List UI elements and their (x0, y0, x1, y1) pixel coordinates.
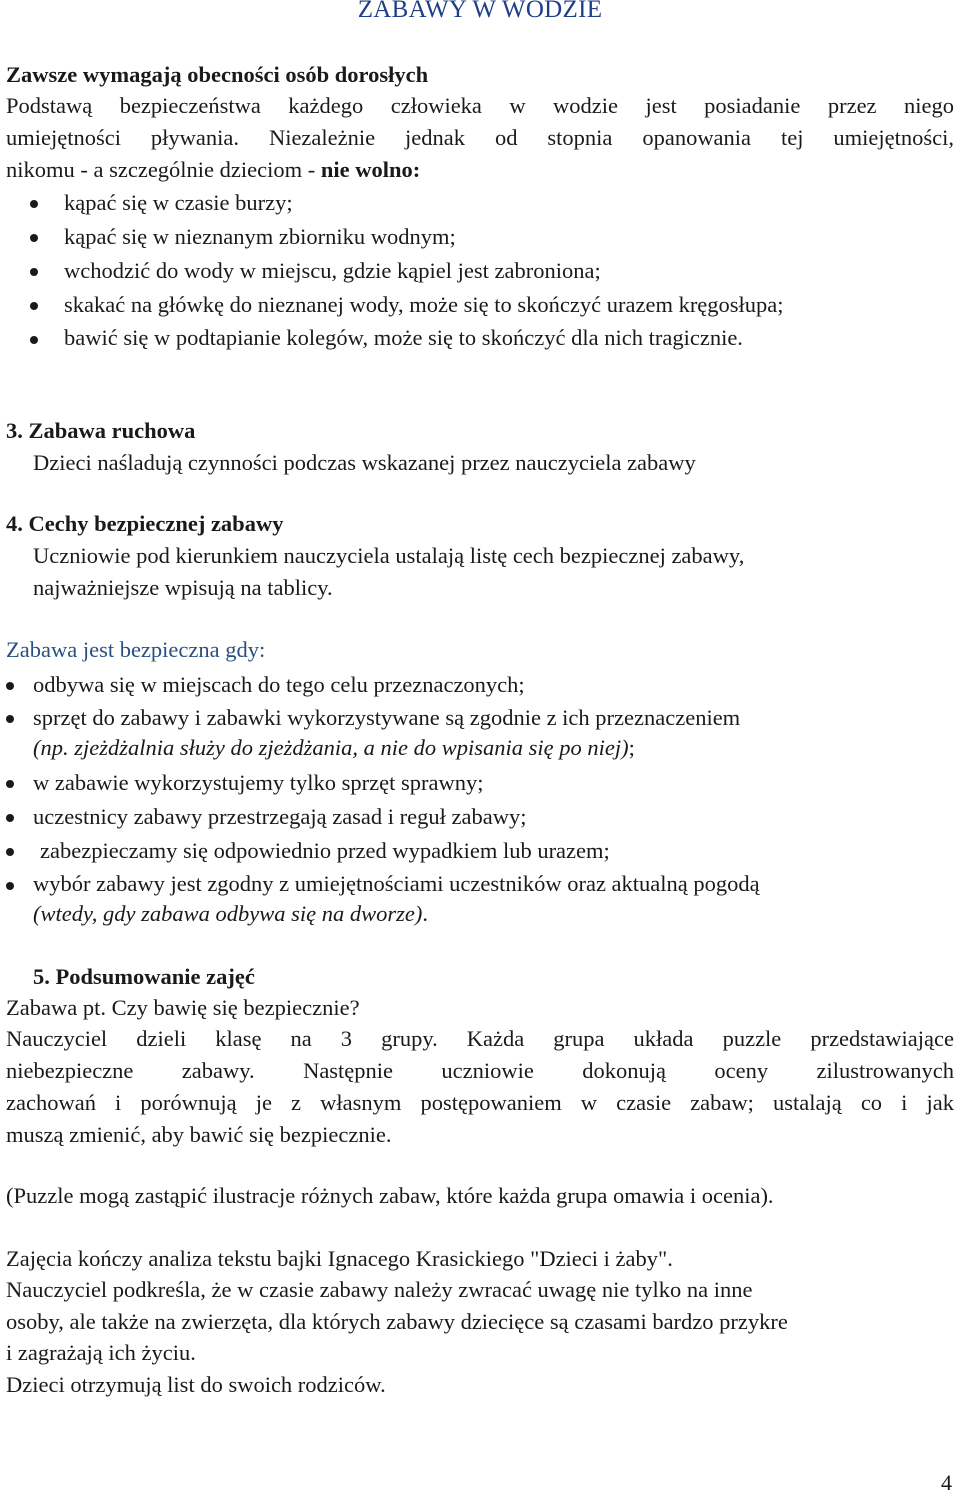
list-item: wchodzić do wody w miejscu, gdzie kąpiel jest zabroniona; (64, 258, 601, 283)
section-text: Dzieci naśladują czynności podczas wskazanej przez nauczyciela zabawy (33, 450, 696, 475)
list-item: bawić się w podtapianie kolegów, może się to skończyć dla nich tragicznie. (64, 325, 743, 350)
paragraph-line: Podstawą bezpieczeństwa każdego człowieka w wodzie jest posiadanie przez niego (6, 93, 954, 118)
bullet-icon (30, 336, 38, 344)
paragraph-line: Dzieci otrzymują list do swoich rodziców. (6, 1372, 386, 1397)
punctuation: ; (628, 735, 635, 760)
paragraph-line: umiejętności pływania. Niezależnie jednak od stopnia opanowania tej umiejętności, (6, 125, 954, 150)
section-heading-adults: Zawsze wymagają obecności osób dorosłych (6, 62, 429, 87)
list-item: sprzęt do zabawy i zabawki wykorzystywane są zgodnie z ich przeznaczeniem (33, 705, 741, 730)
page-title: ZABAWY W WODZIE (357, 0, 603, 23)
paragraph-line: Nauczyciel podkreśla, że w czasie zabawy należy zwracać uwagę nie tylko na inne (6, 1277, 753, 1302)
safe-play-heading: Zabawa jest bezpieczna gdy: (6, 637, 266, 662)
bullet-icon (6, 715, 14, 723)
paragraph-line: muszą zmienić, aby bawić się bezpiecznie. (6, 1122, 392, 1147)
section-heading-4: 4. Cechy bezpiecznej zabawy (6, 511, 284, 536)
paragraph-line (6, 155, 420, 185)
section-text: Uczniowie pod kierunkiem nauczyciela ustalają listę cech bezpiecznej zabawy, (33, 543, 745, 568)
example-note: (np. zjeżdżalnia służy do zjeżdżania, a nie do wpisania się po niej) (33, 735, 629, 760)
paragraph-line: Zajęcia kończy analiza tekstu bajki Ignacego Krasickiego "Dzieci i żaby". (6, 1246, 673, 1271)
bullet-icon (6, 882, 14, 890)
list-item: skakać na główkę do nieznanej wody, może się to skończyć urazem kręgosłupa; (64, 292, 784, 317)
forbidden-label: nie wolno: (320, 157, 421, 182)
paragraph-text: nikomu - a szczególnie dzieciom - (6, 157, 321, 182)
list-item: zabezpieczamy się odpowiednio przed wypadkiem lub urazem; (40, 838, 610, 863)
paragraph-line: Nauczyciel dzieli klasę na 3 grupy. Każda grupa układa puzzle przedstawiające (6, 1026, 954, 1051)
section-heading-5: 5. Podsumowanie zajęć (33, 964, 255, 989)
bullet-icon (30, 234, 38, 242)
punctuation: . (422, 901, 428, 926)
section-heading-3: 3. Zabawa ruchowa (6, 418, 196, 443)
list-item-continuation (33, 899, 428, 929)
bullet-icon (6, 848, 14, 856)
bullet-icon (6, 780, 14, 788)
list-item: kąpać się w czasie burzy; (64, 190, 293, 215)
paragraph-line: Zabawa pt. Czy bawię się bezpiecznie? (6, 995, 360, 1020)
bullet-icon (6, 814, 14, 822)
bullet-icon (30, 200, 38, 208)
list-item: uczestnicy zabawy przestrzegają zasad i reguł zabawy; (33, 804, 527, 829)
list-item: odbywa się w miejscach do tego celu przeznaczonych; (33, 672, 525, 697)
list-item-continuation (33, 733, 635, 763)
paragraph-line: (Puzzle mogą zastąpić ilustracje różnych zabaw, które każda grupa omawia i ocenia). (6, 1183, 774, 1208)
paragraph-line: niebezpieczne zabawy. Następnie uczniowie dokonują oceny zilustrowanych (6, 1058, 954, 1083)
page-number: 4 (941, 1470, 952, 1495)
paragraph-line: zachowań i porównują je z własnym postępowaniem w czasie zabaw; ustalają co i jak (6, 1090, 954, 1115)
paragraph-line: i zagrażają ich życiu. (6, 1340, 196, 1365)
list-item: wybór zabawy jest zgodny z umiejętnościami uczestników oraz aktualną pogodą (33, 871, 760, 896)
weather-note: (wtedy, gdy zabawa odbywa się na dworze) (33, 901, 423, 926)
paragraph-line: osoby, ale także na zwierzęta, dla których zabawy dziecięce są czasami bardzo przykre (6, 1309, 788, 1334)
section-text: najważniejsze wpisują na tablicy. (33, 575, 333, 600)
bullet-icon (30, 268, 38, 276)
list-item: kąpać się w nieznanym zbiorniku wodnym; (64, 224, 456, 249)
bullet-icon (30, 302, 38, 310)
bullet-icon (6, 682, 14, 690)
list-item: w zabawie wykorzystujemy tylko sprzęt sprawny; (33, 770, 484, 795)
